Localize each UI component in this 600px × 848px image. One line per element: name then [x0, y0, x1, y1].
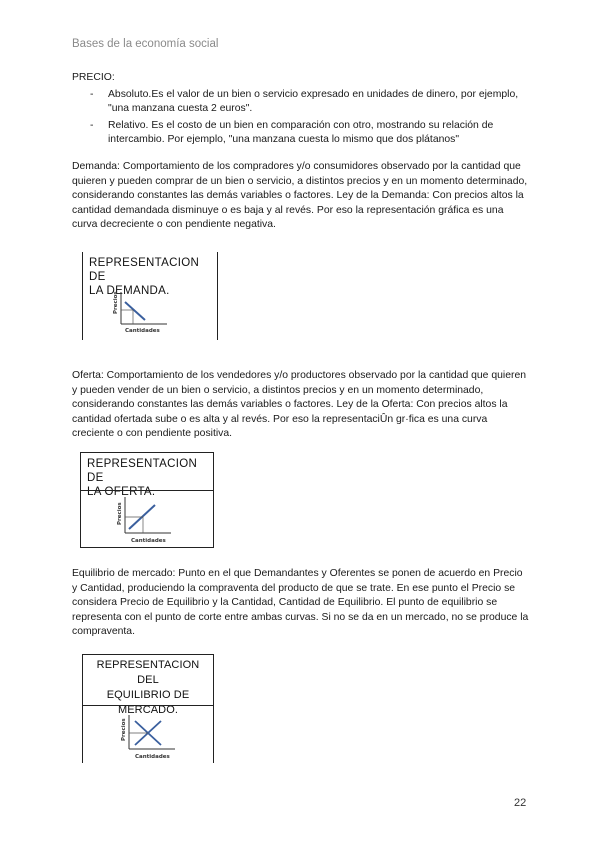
bullet-dash: -: [90, 88, 94, 100]
bullet-dash: -: [90, 119, 94, 131]
y-axis-label: Precios: [117, 502, 123, 525]
precio-heading: PRECIO:: [72, 72, 115, 83]
equilibrium-figure: [82, 654, 214, 763]
offer-figure-title: REPRESENTACION DE LA OFERTA.: [87, 458, 198, 498]
divider: [81, 490, 213, 491]
x-axis-label: Cantidades: [125, 328, 160, 334]
oferta-paragraph: Oferta: Comportamiento de los vendedores y/o productores observado por la cantidad que quieren y pueden vender de un bien o servicio, a distintos precios y en un momento determinado, considerando constantes las demás variables o factores. Ley de la Oferta: Con precios altos la cantidad ofertada sube o es alta y al revés. Por eso la representaciÛn gr·fica es una curva creciente o con pendiente positiva.: [72, 370, 526, 440]
offer-figure: [80, 452, 214, 548]
equilibrium-figure-title: REPRESENTACION DEL EQUILIBRIO DE MERCADO.: [96, 659, 200, 716]
page-number: 22: [514, 797, 527, 809]
demand-graph: [109, 288, 179, 334]
y-axis-label: Precios: [121, 718, 127, 741]
precio-relativo-text: Relativo. Es el costo de un bien en comparación con otro, mostrando su relación de intercambio. Por ejemplo, "una manzana cuesta lo mismo que dos plátanos": [108, 119, 494, 146]
list-item: [72, 88, 530, 117]
offer-graph: [113, 493, 183, 545]
x-axis-label: Cantidades: [131, 538, 166, 544]
demand-figure: [82, 252, 218, 340]
precio-list: [72, 88, 530, 148]
list-item: [72, 119, 530, 148]
y-axis-label: Precios: [113, 291, 119, 314]
precio-absoluto-text: Absoluto.Es el valor de un bien o servicio expresado en unidades de dinero, por ejemplo, "una manzana cuesta 2 euros".: [108, 88, 519, 115]
x-axis-label: Cantidades: [135, 754, 170, 760]
demand-figure-title: REPRESENTACION DE LA DEMANDA.: [89, 257, 200, 297]
divider: [83, 705, 213, 706]
oferta-paragraph-wrap: [72, 369, 530, 442]
equilibrio-paragraph: Equilibrio de mercado: Punto en el que Demandantes y Oferentes se ponen de acuerdo en Precio y Cantidad, produciendo la compraventa del producto de que se trate. En ese punto el Precio se considera Precio de Equilibrio y la Cantidad, Cantidad de Equilibrio. El punto de equilibrio se representa con el punto de corte entre ambas curvas. Si no se da en un mercado, no se produce la compraventa.: [72, 568, 529, 638]
page-header: Bases de la economía social: [72, 38, 219, 50]
demanda-paragraph: Demanda: Comportamiento de los compradores y/o consumidores observado por la cantidad que quieren y pueden comprar de un bien o servicio, a distintos precios y en un momento determinado, considerando constantes las demás variables o factores. Ley de la Demanda: Con precios altos la cantidad demandada disminuye o es baja y al revés. Por eso la representación gráfica es una curva decreciente o con pendiente negativa.: [72, 160, 528, 231]
document-body: [72, 71, 530, 233]
equilibrium-graph: [117, 711, 187, 761]
equilibrio-paragraph-wrap: [72, 567, 530, 640]
